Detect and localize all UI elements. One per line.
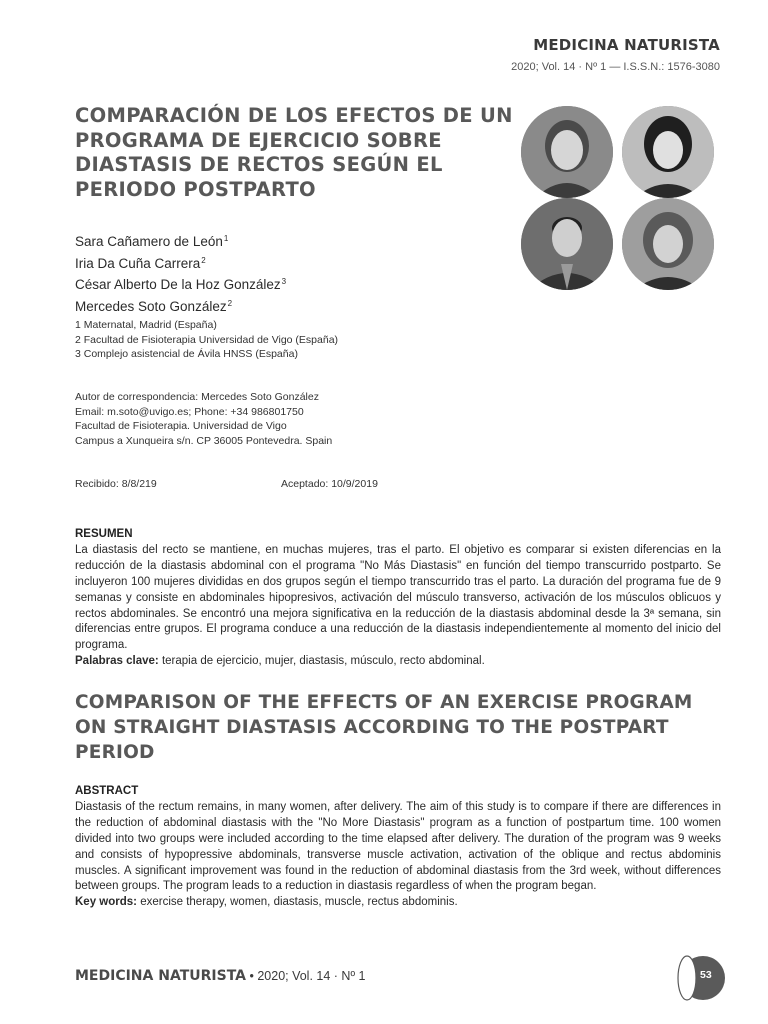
accepted-date: Aceptado: 10/9/2019 bbox=[281, 478, 378, 490]
affiliation-item: 3 Complejo asistencial de Ávila HNSS (España) bbox=[75, 348, 298, 360]
received-date: Recibido: 8/8/219 bbox=[75, 478, 157, 490]
abstract-text: Diastasis of the rectum remains, in many women, after delivery. The aim of this study is to compare if there are differences in the reduction of abdominal diastasis with the "No More Diastasis" program as a function of postpartum time. 100 women divided into two groups were included according to the time elapsed after delivery. The duration of the program was 9 weeks and consists of hypopressive abdominals, transverse muscle activation, activation of the oblique and rectus abdominis muscles. A significant improvement was found in the reduction of abdominal diastasis from the 3rd week, without differences between groups. The program leads to a reduction in diastasis regardless of when the program began. bbox=[75, 800, 721, 893]
affiliation-item: 1 Maternatal, Madrid (España) bbox=[75, 319, 217, 331]
page-footer bbox=[75, 968, 365, 984]
author-item: César Alberto De la Hoz González$^3$ bbox=[75, 277, 287, 292]
author-photo-1 bbox=[521, 106, 613, 198]
author-photo-3 bbox=[521, 198, 613, 290]
journal-name: MEDICINA NATURISTA bbox=[533, 36, 720, 54]
author-item: Sara Cañamero de León$^1$ bbox=[75, 234, 229, 249]
correspondence-block bbox=[75, 390, 332, 448]
abstract-heading: ABSTRACT bbox=[75, 785, 139, 797]
resumen-heading: RESUMEN bbox=[75, 528, 133, 540]
author-photo-2 bbox=[622, 106, 714, 198]
abstract-section bbox=[75, 784, 721, 911]
resumen-keywords: Palabras clave: terapia de ejercicio, mujer, diastasis, músculo, recto abdominal. bbox=[75, 655, 485, 668]
correspondence-address: Campus a Xunqueira s/n. CP 36005 Pontevedra. Spain bbox=[75, 434, 333, 447]
author-item: Mercedes Soto González$^2$ bbox=[75, 298, 233, 314]
resumen-section bbox=[75, 527, 721, 670]
journal-issue-info: 2020; Vol. 14 · Nº 1 — I.S.S.N.: 1576-3080 bbox=[511, 61, 720, 73]
correspondence-author: Autor de correspondencia: Mercedes Soto González bbox=[75, 391, 319, 403]
abstract-keywords: Key words: exercise therapy, women, diastasis, muscle, rectus abdominis. bbox=[75, 896, 458, 909]
article-title-spanish: COMPARACIÓN DE LOS EFECTOS DE UN PROGRAMA DE EJERCICIO SOBRE DIASTASIS DE RECTOS SEGÚN EL PERIODO POSTPARTO bbox=[75, 104, 513, 201]
resumen-text: La diastasis del recto se mantiene, en muchas mujeres, tras el parto. El objetivo es comparar si existen diferencias en la reducción de la diastasis abdominal con el programa "No Más Diastasis" en función del tiempo transcurrido postparto. Se incluyeron 100 mujeres divididas en dos grupos según el tiempo transcurrido tras el parto. La duración del programa fue de 9 semanas y consiste en abdominales hipopresivos, activación del músculo transverso, activación de los músculos oblicuos y rectos abdominales. Se encontró una mejora significativa en la reducción de la diastasis abdominal desde la 3ª semana, sin diferencias entre grupos. El programa conduce a una reducción de la diastasis independientemente al momento del inicio del programa. bbox=[75, 543, 721, 652]
correspondence-contact: Email: m.soto@uvigo.es; Phone: +34 986801750 bbox=[75, 405, 304, 418]
page-number-badge bbox=[676, 955, 726, 1001]
author-portraits bbox=[521, 106, 721, 290]
author-list bbox=[75, 230, 286, 316]
author-item: Iria Da Cuña Carrera$^2$ bbox=[75, 255, 206, 271]
page-number: 53 bbox=[700, 969, 712, 981]
footer-issue-info: • 2020; Vol. 14 · Nº 1 bbox=[249, 969, 366, 983]
affiliation-item: 2 Facultad de Fisioterapia Universidad de Vigo (España) bbox=[75, 333, 339, 346]
correspondence-faculty: Facultad de Fisioterapia. Universidad de Vigo bbox=[75, 420, 287, 432]
footer-journal-name: MEDICINA NATURISTA bbox=[75, 968, 246, 984]
author-photo-4 bbox=[622, 198, 714, 290]
article-title-english: COMPARISON OF THE EFFECTS OF AN EXERCISE PROGRAM ON STRAIGHT DIASTASIS ACCORDING TO THE POSTPART PERIOD bbox=[75, 692, 693, 763]
affiliation-list bbox=[75, 318, 338, 362]
